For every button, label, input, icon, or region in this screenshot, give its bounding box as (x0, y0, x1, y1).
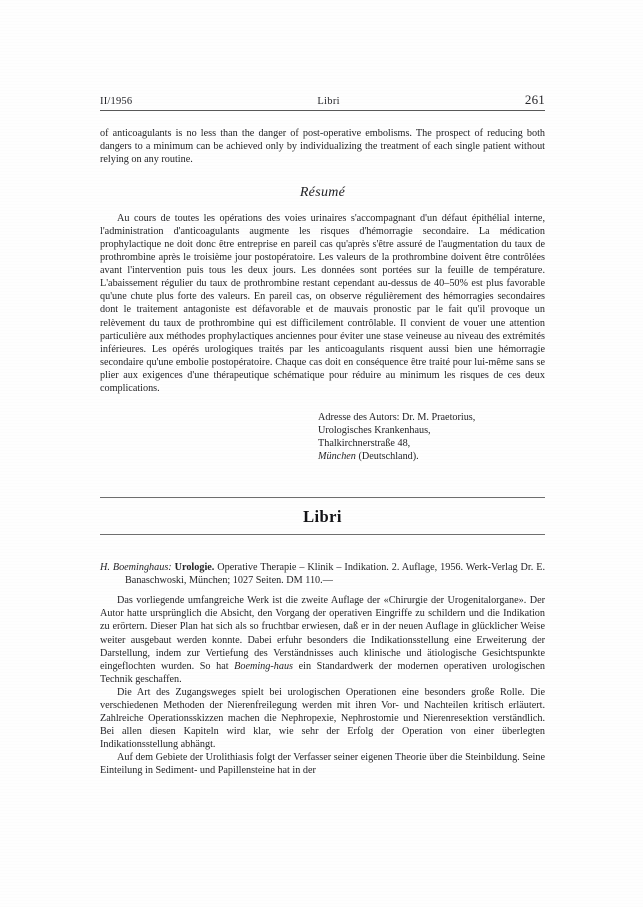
review-paragraph-1 (100, 594, 545, 685)
resume-heading: Résumé (299, 185, 346, 201)
citation-title: Urologie. (171, 561, 215, 573)
running-head-issue: II/1956 (100, 96, 133, 107)
libri-section-header (100, 497, 545, 535)
address-line-4 (318, 450, 545, 463)
page-content (100, 92, 545, 777)
libri-rule-top (100, 497, 545, 498)
article-closing-paragraph: of anticoagulants is no less than the danger of post-operative embolisms. The prospect of reducing both dangers to a minimum can be achieved only by individualizing the treatment of each single patient without relying on any routine. (100, 128, 545, 166)
review-p1-part-a: Das vorliegende umfangreiche Werk ist die zweite Auflage der «Chirurgie der Urogenitalorgane». Der Autor hatte ursprünglich die Absicht, den Vorgang der operativen Eingriffe zu schildern und die Indikation zu erörtern. Dieser Plan hat sich als so fruchtbar erwiesen, daß er in der neuen Auflage in glücklicher Weise weiter ausgebaut werden konnte. Dabei erfuhr besonders die Indikationsstellung eine Erweiterung der Darstellung, indem zur Vertiefung des Verständnisses auch klinische und ätiologische Gesichtspunkte eingeflochten wurden. So hat (100, 595, 545, 672)
address-line-1: Adresse des Autors: Dr. M. Praetorius, (318, 411, 476, 423)
review-p1-author-name: Boeming-haus (234, 660, 294, 672)
citation-subtitle: Operative Therapie – Klinik – Indikation. 2. Auflage, (214, 561, 438, 573)
review-p1-part-b: ein Standardwerk der modernen operativen urologischen Technik geschaffen. (100, 660, 546, 685)
review-paragraph-2: Die Art des Zugangsweges spielt bei urologischen Operationen eine besonders große Rolle. Die verschiedenen Methoden der Nierenfreilegung werden mit ihren Vor- und Nachteilen kritisch erläutert. Zahlreiche Operationsskizzen machen die Nephropexie, Nephrostomie und Nierenresektion verständlich. Bei allen diesen Kapiteln wird klar, wie sehr der Erfolg der Operation von einer überlegten Indikationsstellung abhängt. (100, 686, 545, 750)
running-head (100, 92, 545, 108)
page-number: 261 (524, 92, 545, 107)
citation-publication: 1956. Werk-Verlag Dr. E. Banaschwoski, München; 1027 Seiten. DM 110.— (125, 561, 545, 587)
running-head-journal: Libri (317, 96, 340, 107)
citation-author: H. Boeminghaus: (100, 561, 172, 573)
address-line-2: Urologisches Krankenhaus, (318, 424, 431, 436)
libri-rule-bottom (100, 534, 545, 535)
header-rule (100, 110, 545, 111)
review-body (100, 594, 545, 777)
libri-section-title: Libri (303, 506, 342, 526)
book-citation (100, 561, 545, 587)
address-city: München (318, 450, 356, 462)
resume-paragraph: Au cours de toutes les opérations des voies urinaires s'accompagnant d'un défaut épithélial interne, l'administration d'anticoagulants augmente les risques d'hémorragie secondaire. La médication prophylactique ne doit donc être entreprise en pareil cas qu'après s'être assuré de l'augmentation du taux de prothrombine après le troisième jour postopératoire. Les valeurs de la prothrombine doivent être contrôlées avant l'intervention puis tous les deux jours. Les données sont portées sur la feuille de température. L'abaissement régulier du taux de prothrombine restant cependant au-dessus de 40–50% est plus favorable qu'une chute plus forte des valeurs. En pareil cas, on observe régulièrement des hémorragies secondaires dont le traitement antagoniste est défavorable et de mauvais pronostic par le fait qu'il provoque un relèvement du taux de prothrombine qui est difficilement contrôlable. Il convient de vouer une attention particulière aux méthodes prophylactiques anciennes pour éviter une stase veineuse au niveau des extrémités inférieures. Les opérés urologiques traités par les anticoagulants risquent aussi bien une hémorragie secondaire qu'une embolie postopératoire. Chaque cas doit en conséquence être traité pour lui-même sans se plier aux exigences d'une thérapeutique schématique pour réduire au minimum les risques de ces deux complications. (100, 213, 545, 394)
address-line-3: Thalkirchnerstraße 48, (318, 437, 411, 449)
author-address-block (318, 411, 545, 463)
review-paragraph-3: Auf dem Gebiete der Urolithiasis folgt der Verfasser seiner eigenen Theorie über die Steinbildung. Seine Einteilung in Sediment- und Papillensteine hat in der (100, 751, 545, 776)
citation-text (100, 561, 545, 587)
address-country: (Deutschland). (355, 450, 419, 462)
